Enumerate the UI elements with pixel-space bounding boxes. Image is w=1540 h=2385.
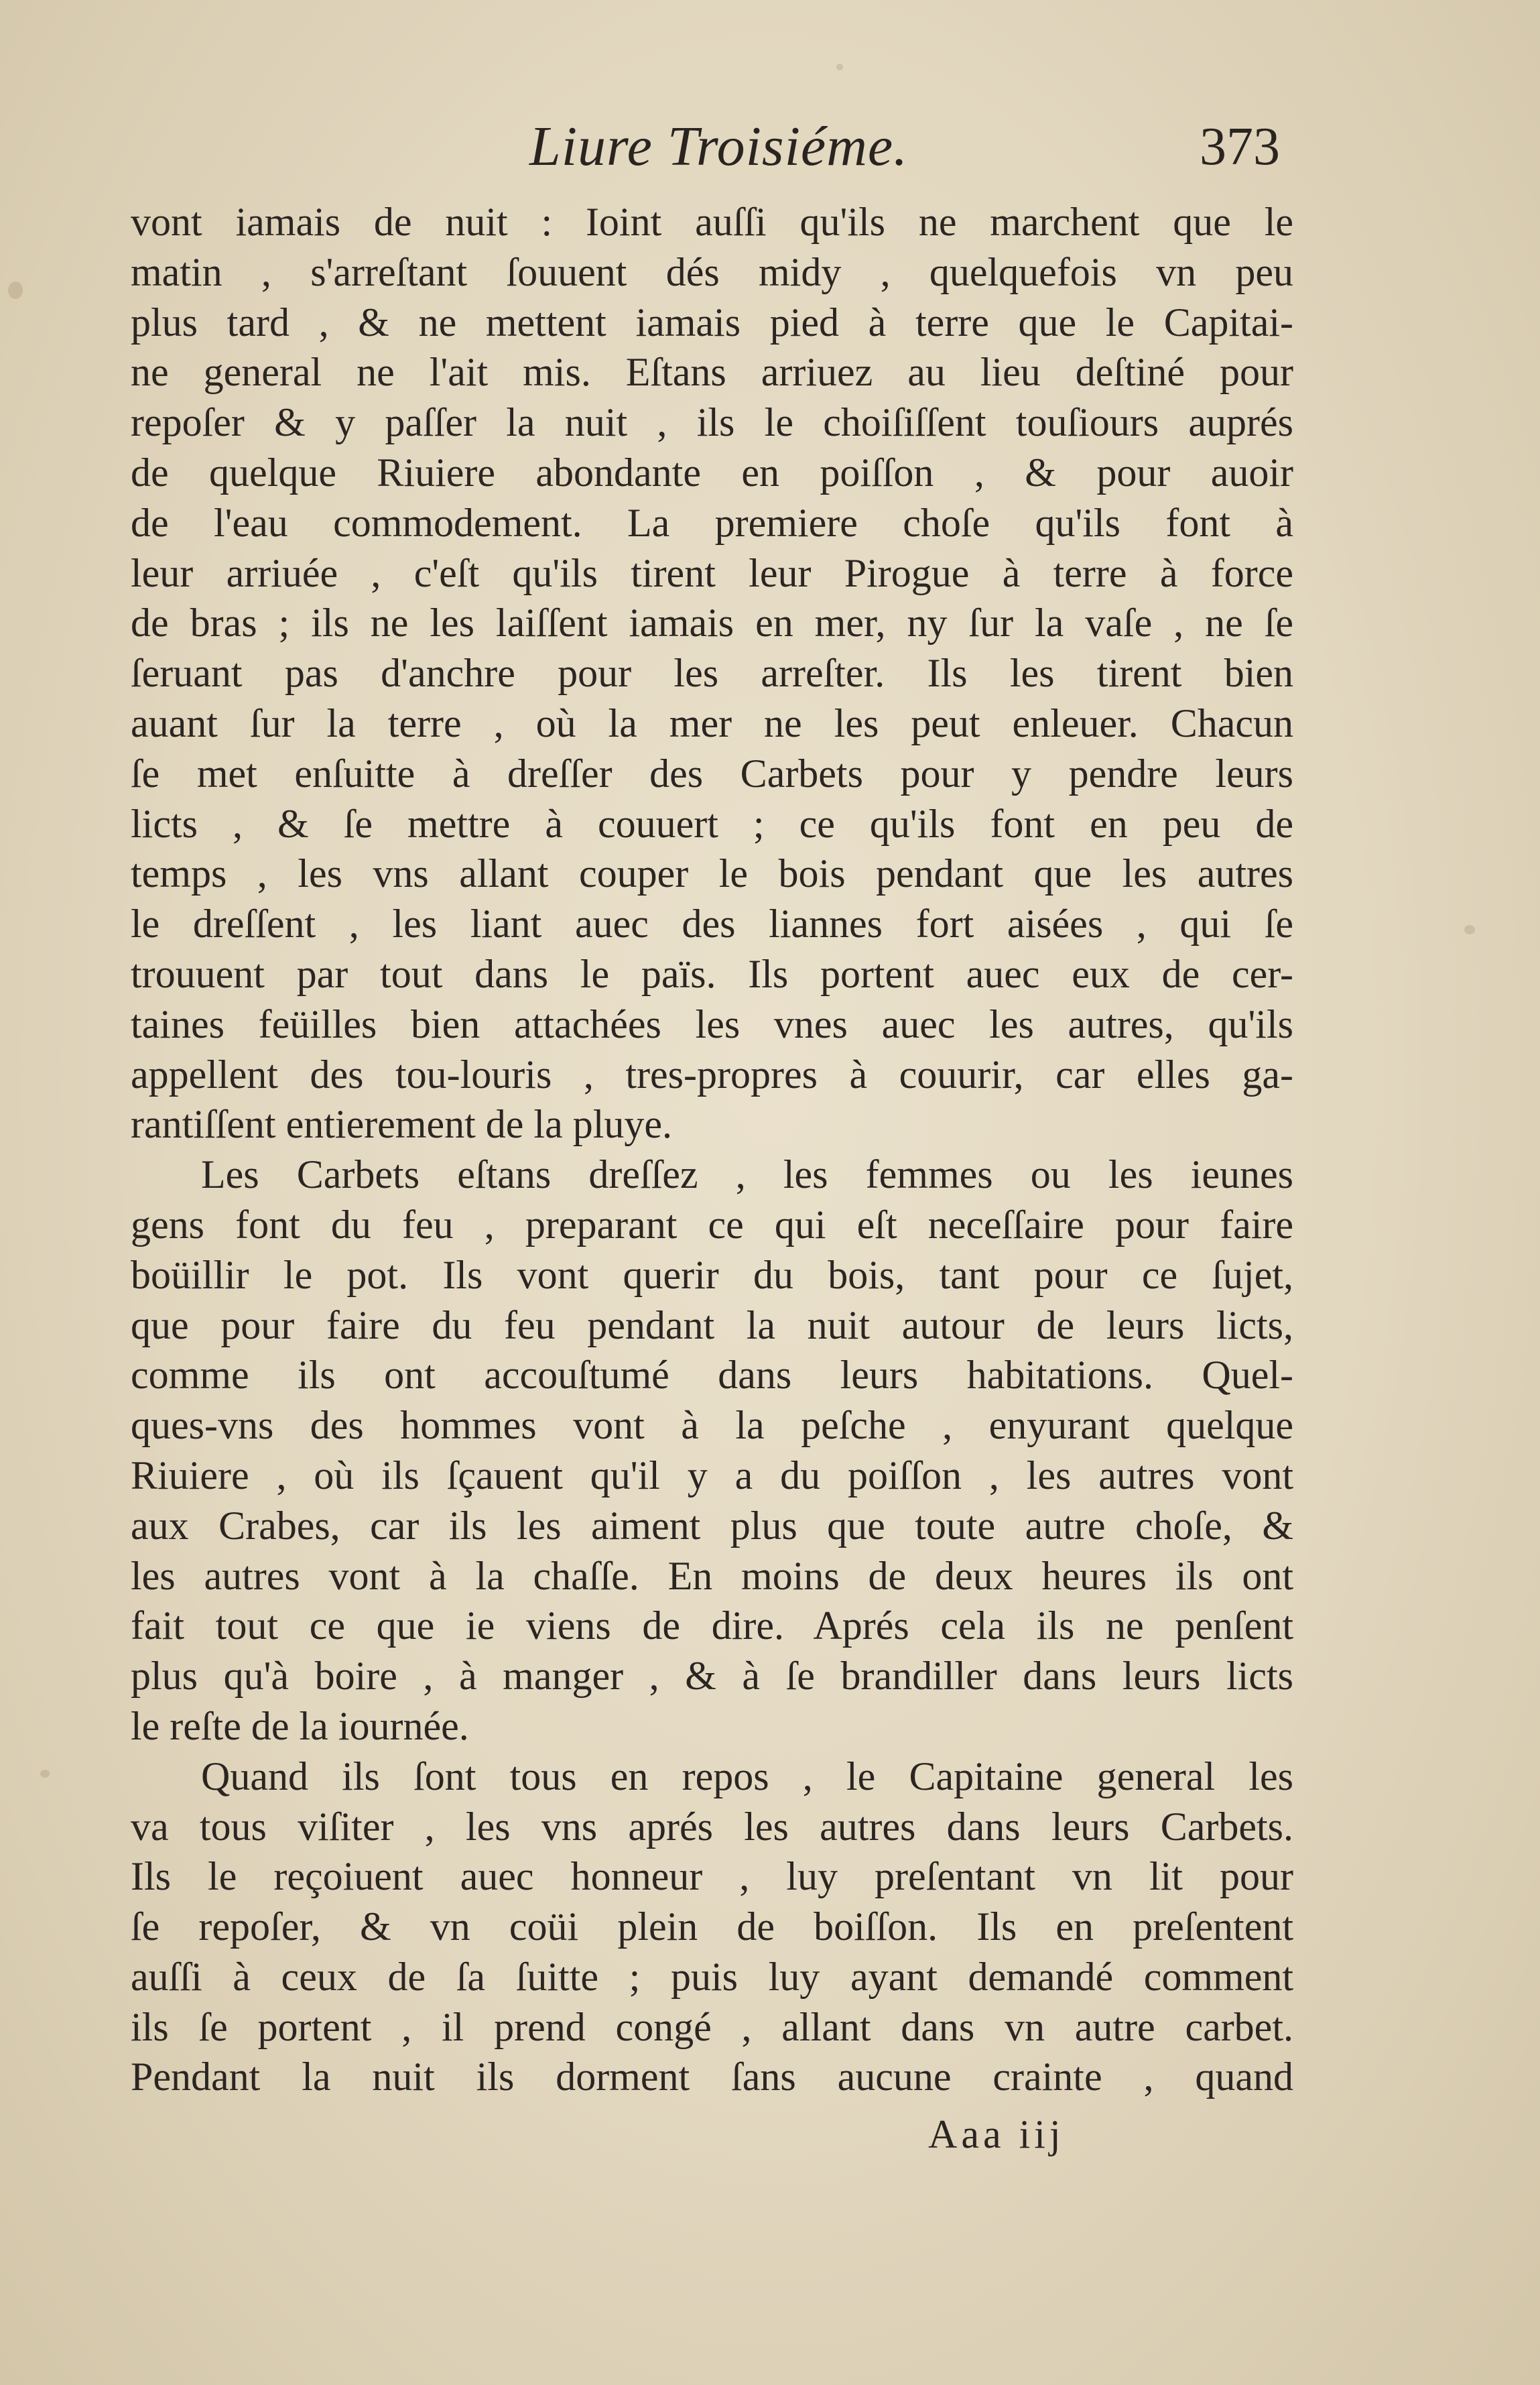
text-line: boüillir le pot. Ils vont querir du bois, tant pour ce ſujet, xyxy=(131,1252,1293,1297)
text-line: fait tout ce que ie viens de dire. Aprés cela ils ne penſent xyxy=(131,1603,1293,1648)
running-title: Liure Troisiéme. xyxy=(529,115,909,178)
text-line: ſe repoſer, & vn coüi plein de boiſſon. Ils en preſentent xyxy=(131,1904,1293,1949)
text-line: ſe met enſuitte à dreſſer des Carbets pour y pendre leurs xyxy=(131,751,1293,796)
text-line: les autres vont à la chaſſe. En moins de deux heures ils ont xyxy=(131,1553,1293,1598)
page-number: 373 xyxy=(1200,117,1280,176)
paper-stain xyxy=(836,64,843,70)
text-line: va tous viſiter , les vns aprés les autres dans leurs Carbets. xyxy=(131,1804,1293,1849)
text-line: gens font du feu , preparant ce qui eſt neceſſaire pour faire xyxy=(131,1202,1293,1247)
body-text xyxy=(131,197,1293,2102)
text-line: le dreſſent , les liant auec des liannes fort aisées , qui ſe xyxy=(131,902,1293,946)
text-line: aux Crabes, car ils les aiment plus que toute autre choſe, & xyxy=(131,1503,1293,1548)
page-header xyxy=(0,114,1540,194)
text-line: temps , les vns allant couper le bois pendant que les autres xyxy=(131,851,1293,896)
text-line: plus tard , & ne mettent iamais pied à terre que le Capitai- xyxy=(131,300,1293,345)
text-line: Pendant la nuit ils dorment ſans aucune crainte , quand xyxy=(131,2055,1293,2099)
text-line: licts , & ſe mettre à couuert ; ce qu'ils font en peu de xyxy=(131,801,1293,846)
text-line: appellent des tou-louris , tres-propres à couurir, car elles ga- xyxy=(131,1052,1293,1097)
text-line: que pour faire du feu pendant la nuit autour de leurs licts, xyxy=(131,1302,1293,1347)
text-line: leur arriuée , c'eſt qu'ils tirent leur Pirogue à terre à force xyxy=(131,550,1293,595)
text-line: ne general ne l'ait mis. Eſtans arriuez au lieu deſtiné pour xyxy=(131,350,1293,395)
text-line: Riuiere , où ils ſçauent qu'il y a du poiſſon , les autres vont xyxy=(131,1453,1293,1497)
signature-mark: Aaa iij xyxy=(928,2112,1065,2156)
text-line: rantiſſent entierement de la pluye. xyxy=(131,1102,673,1147)
text-line: matin , s'arreſtant ſouuent dés midy , quelquefois vn peu xyxy=(131,249,1293,294)
text-line: Les Carbets eſtans dreſſez , les femmes ou les ieunes xyxy=(201,1152,1293,1197)
text-line: trouuent par tout dans le païs. Ils portent auec eux de cer- xyxy=(131,951,1293,996)
text-line: repoſer & y paſſer la nuit , ils le choiſiſſent touſiours auprés xyxy=(131,400,1293,445)
text-line: ils ſe portent , il prend congé , allant dans vn autre carbet. xyxy=(131,2004,1293,2049)
paper-stain xyxy=(1464,925,1475,934)
text-line: plus qu'à boire , à manger , & à ſe brandiller dans leurs licts xyxy=(131,1654,1293,1699)
text-line: de bras ; ils ne les laiſſent iamais en mer, ny ſur la vaſe , ne ſe xyxy=(131,601,1293,646)
text-line: ques-vns des hommes vont à la peſche , enyurant quelque xyxy=(131,1403,1293,1448)
text-line: Quand ils ſont tous en repos , le Capitaine general les xyxy=(201,1754,1293,1798)
text-line: de l'eau commodement. La premiere choſe qu'ils font à xyxy=(131,500,1293,545)
text-line: le reſte de la iournée. xyxy=(131,1703,469,1748)
paper-stain xyxy=(8,282,23,299)
text-line: vont iamais de nuit : Ioint auſſi qu'ils ne marchent que le xyxy=(131,200,1293,244)
paper-stain xyxy=(40,1770,50,1778)
text-line: taines feüilles bien attachées les vnes auec les autres, qu'ils xyxy=(131,1001,1293,1046)
text-line: de quelque Riuiere abondante en poiſſon , & pour auoir xyxy=(131,450,1293,495)
text-line: auant ſur la terre , où la mer ne les peut enleuer. Chacun xyxy=(131,700,1293,745)
text-line: auſſi à ceux de ſa ſuitte ; puis luy ayant demandé comment xyxy=(131,1954,1293,1999)
text-line: ſeruant pas d'anchre pour les arreſter. Ils les tirent bien xyxy=(131,651,1293,696)
text-line: Ils le reçoiuent auec honneur , luy preſentant vn lit pour xyxy=(131,1854,1293,1899)
text-line: comme ils ont accouſtumé dans leurs habitations. Quel- xyxy=(131,1353,1293,1398)
